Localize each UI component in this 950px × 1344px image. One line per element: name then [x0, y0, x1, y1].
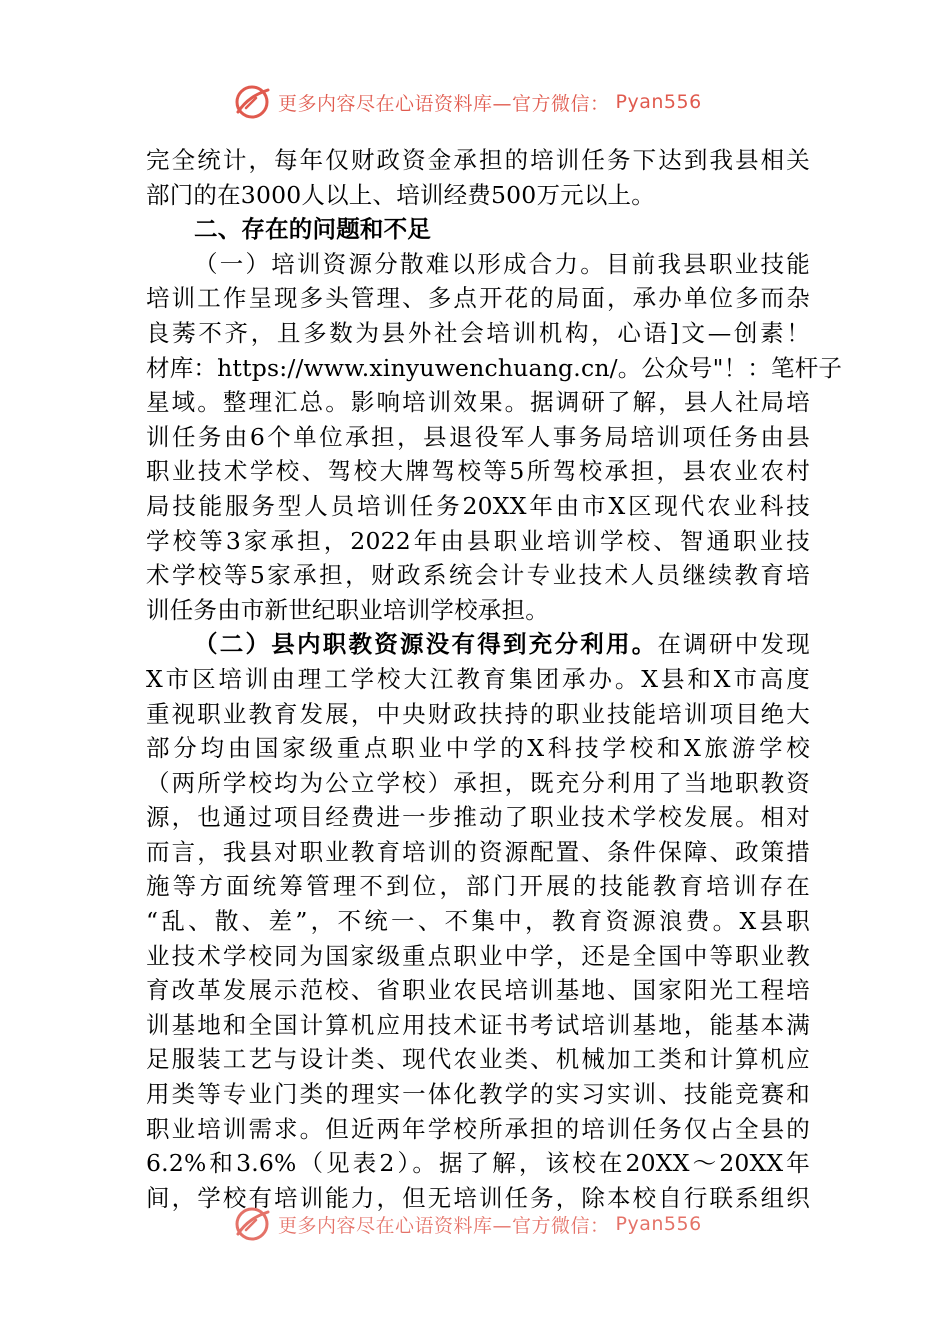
- text-line: 材库：https://www.xinyuwenchuang.cn/。公众号"！：笔杆子: [146, 353, 843, 382]
- text-line: 训任务由市新世纪职业培训学校承担。: [146, 595, 549, 624]
- text-line: （两所学校均为公立学校）承担，既充分利用了当地职教资: [146, 768, 810, 797]
- text-line: 育改革发展示范校、省职业农民培训基地、国家阳光工程培: [146, 976, 810, 1005]
- text-line: 训任务由6个单位承担，县退役军人事务局培训项任务由县: [146, 422, 810, 451]
- watermark-logo-icon: [232, 82, 272, 122]
- text-line: 而言，我县对职业教育培训的资源配置、条件保障、政策措: [146, 837, 810, 866]
- text-line: 局技能服务型人员培训任务20XX年由市X区现代农业科技: [146, 491, 810, 520]
- text-line: 良莠不齐，且多数为县外社会培训机构，心语]文—创素！: [146, 318, 810, 347]
- text-line: 学校等3家承担，2022年由县职业培训学校、智通职业技: [146, 526, 810, 555]
- text-line: （一）培训资源分散难以形成合力。目前我县职业技能: [194, 249, 810, 278]
- text-line: 部门的在3000人以上、培训经费500万元以上。: [146, 180, 655, 209]
- document-body: [146, 143, 843, 1215]
- watermark-id: Pyan556: [615, 1213, 702, 1235]
- text-line: 施等方面统筹管理不到位，部门开展的技能教育培训存在: [146, 872, 810, 901]
- text-line: 职业培训需求。但近两年学校所承担的培训任务仅占全县的: [146, 1114, 810, 1143]
- watermark-text: 更多内容尽在心语资料库—官方微信：: [278, 1214, 610, 1237]
- subsection-text: 在调研中发现: [657, 630, 810, 659]
- text-line: 重视职业教育发展，中央财政扶持的职业技能培训项目绝大: [146, 699, 810, 728]
- text-line: 术学校等5家承担，财政系统会计专业技术人员继续教育培: [146, 561, 810, 590]
- text-line: 星域。整理汇总。影响培训效果。据调研了解，县人社局培: [146, 388, 810, 417]
- watermark-id: Pyan556: [615, 91, 702, 113]
- watermark-banner-top: [232, 82, 732, 122]
- subsection-heading: （二）县内职教资源没有得到充分利用。: [194, 630, 658, 659]
- text-line: 职业技术学校、驾校大牌驾校等5所驾校承担，县农业农村: [146, 457, 810, 486]
- text-line: “乱、散、差”，不统一、不集中，教育资源浪费。X县职: [146, 907, 810, 936]
- text-line: 完全统计，每年仅财政资金承担的培训任务下达到我县相关: [146, 146, 810, 174]
- text-line: 训基地和全国计算机应用技术证书考试培训基地，能基本满: [146, 1010, 810, 1039]
- text-line: 用类等专业门类的理实一体化教学的实习实训、技能竞赛和: [146, 1080, 810, 1109]
- watermark-logo-icon: [232, 1204, 272, 1244]
- text-line: 源，也通过项目经费进一步推动了职业技术学校发展。相对: [146, 803, 810, 832]
- text-line: X市区培训由理工学校大江教育集团承办。X县和X市高度: [146, 664, 810, 693]
- text-line: 培训工作呈现多头管理、多点开花的局面，承办单位多而杂: [146, 284, 810, 313]
- text-line: 6.2%和3.6%（见表2）。据了解，该校在20XX～20XX年: [146, 1149, 810, 1178]
- section-heading: 二、存在的问题和不足: [194, 215, 431, 244]
- text-line: 部分均由国家级重点职业中学的X科技学校和X旅游学校: [146, 734, 810, 763]
- text-line: 足服装工艺与设计类、现代农业类、机械加工类和计算机应: [146, 1045, 810, 1074]
- subsection-line: [146, 627, 810, 662]
- text-line: 间，学校有培训能力，但无培训任务，除本校自行联系组织: [146, 1183, 810, 1212]
- text-line: 业技术学校同为国家级重点职业中学，还是全国中等职业教: [146, 941, 810, 970]
- watermark-text: 更多内容尽在心语资料库—官方微信：: [278, 92, 610, 115]
- watermark-banner-bottom: [232, 1204, 732, 1244]
